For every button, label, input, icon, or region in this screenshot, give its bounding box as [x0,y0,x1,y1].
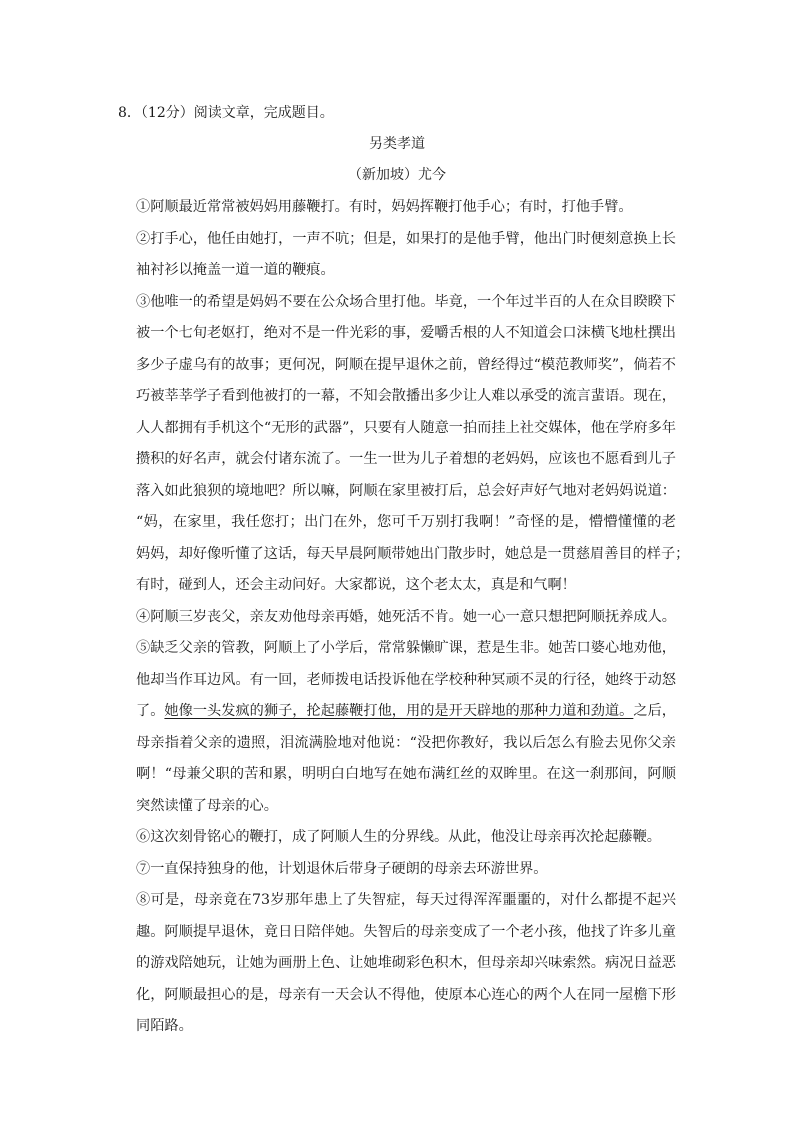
article-line: 被一个七旬老妪打，绝对不是一件光彩的事，爱嚼舌根的人不知道会口沫横飞地杜撰出 [136,325,676,341]
article-line: 的游戏陪她玩，让她为画册上色、让她堆砌彩色积木，但母亲却兴味索然。病况日益恶 [136,955,676,971]
article-line: ⑦一直保持独身的他，计划退休后带身子硬朗的母亲去环游世界。 [136,860,548,877]
article-line: ②打手心，他任由她打，一声不吭；但是，如果打的是他手臂，他出门时便刻意换上长 [136,230,676,247]
article-line: 攒积的好名声，就会付诸东流了。一生一世为儿子着想的老妈妈，应该也不愿看到儿子 [136,451,676,467]
article-line: ①阿顺最近常常被妈妈用藤鞭打。有时，妈妈挥鞭打他手心；有时，打他手臂。 [136,199,633,215]
article-line: 他却当作耳边风。有一回，老师拨电话投诉他在学校种种冥顽不灵的行径，她终于动怒 [136,671,676,688]
article-line: 同陌路。 [136,1018,193,1034]
article-line: 啊！“母兼父职的苦和累，明明白白地写在她布满红丝的双眸里。在这一刹那间，阿顺 [136,766,676,782]
article-body [136,192,690,1043]
article-line: 突然读懂了母亲的心。 [136,797,278,814]
article-line: ⑧可是，母亲竟在73岁那年患上了失智症，每天过得浑浑噩噩的，对什么都提不起兴 [136,892,676,908]
article-line: ⑤缺乏父亲的管教，阿顺上了小学后，常常躲懒旷课，惹是生非。她苦口婆心地劝他， [136,640,676,656]
article-line: 袖衬衫以掩盖一道一道的鞭痕。 [136,262,335,278]
article-line: “妈，在家里，我任您打；出门在外，您可千万别打我啊！”奇怪的是，懵懵懂懂的老 [136,514,676,530]
article-line: 母亲指着父亲的遗照，泪流满脸地对他说：“没把你教好，我以后怎么有脸去见你父亲 [136,734,676,751]
line-text: 之后， [633,703,676,719]
article-line: ④阿顺三岁丧父，亲友劝他母亲再婚，她死活不肯。她一心一意只想把阿顺抚养成人。 [136,608,676,625]
line-text: 了。 [136,703,165,719]
article-line [136,696,676,728]
article-author: （新加坡）尤今 [348,167,446,183]
article-line: 多少子虚乌有的故事；更何况，阿顺在提早退休之前，曾经得过“模范教师奖”，倘若不 [136,356,676,373]
underlined-sentence: 她像一头发疯的狮子，抡起藤鞭打他，用的是开天辟地的那种力道和劲道。 [164,703,634,719]
article-line: ⑥这次刻骨铭心的鞭打，成了阿顺人生的分界线。从此，他没让母亲再次抡起藤鞭。 [136,829,661,845]
article-line: 妈妈，却好像听懂了这话，每天早晨阿顺带她出门散步时，她总是一贯慈眉善目的样子； [136,545,690,562]
article-line: 落入如此狼狈的境地吧？所以嘛，阿顺在家里被打后，总会好声好气地对老妈妈说道： [136,482,676,499]
article-line: ③他唯一的希望是妈妈不要在公众场合里打他。毕竟，一个年过半百的人在众目睽睽下 [136,293,676,310]
article-line: 化，阿顺最担心的是，母亲有一天会认不得他，使原本心连心的两个人在同一屋檐下形 [136,986,676,1003]
question-header: 8．（12分）阅读文章，完成题目。 [118,105,334,121]
article-line: 有时，碰到人，还会主动问好。大家都说，这个老太太，真是和气啊！ [136,577,576,593]
article-title: 另类孝道 [369,136,425,152]
article-line: 人人都拥有手机这个“无形的武器”，只要有人随意一拍而挂上社交媒体，他在学府多年 [136,419,676,436]
article-line: 巧被莘莘学子看到他被打的一幕，不知会散播出多少让人难以承受的流言蜚语。现在， [136,388,676,404]
article-line: 趣。阿顺提早退休，竟日日陪伴她。失智后的母亲变成了一个老小孩，他找了许多儿童 [136,923,676,940]
